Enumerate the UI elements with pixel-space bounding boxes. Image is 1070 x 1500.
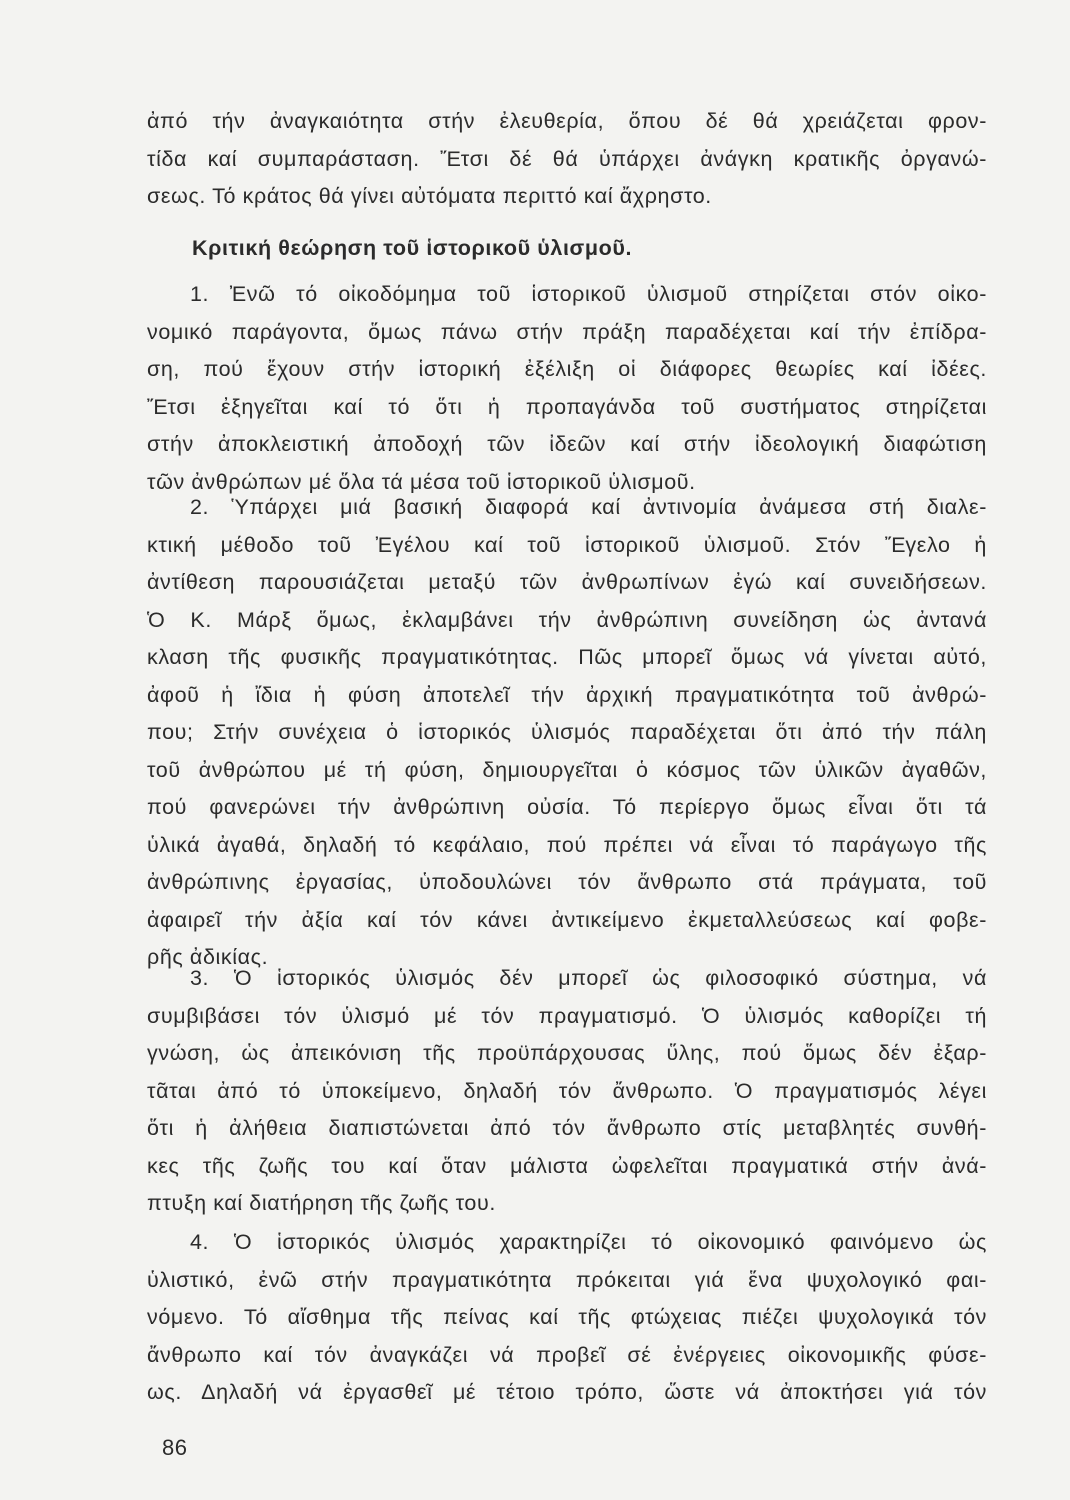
text-line: ἀφαιρεῖ τήν ἀξία καί τόν κάνει ἀντικείμενο ἐκμεταλλεύσεως καί φοβε- [147, 907, 987, 932]
text-line: Ἔτσι ἐξηγεῖται καί τό ὅτι ἡ προπαγάνδα τοῦ συστήματος στηρίζεται [147, 394, 987, 419]
text-line: στήν ἀποκλειστική ἀποδοχή τῶν ἰδεῶν καί στήν ἰδεολογική διαφώτιση [147, 432, 987, 456]
text-line: σεως. Τό κράτος θά γίνει αὐτόματα περιττό καί ἄχρηστο. [147, 184, 712, 208]
text-line: τίδα καί συμπαράσταση. Ἔτσι δέ θά ὑπάρχει ἀνάγκη κρατικῆς ὀργανώ- [147, 146, 987, 171]
text-line: ἀντίθεση παρουσιάζεται μεταξύ τῶν ἀνθρωπίνων ἐγώ καί συνειδήσεων. [147, 570, 987, 594]
text-line: κες τῆς ζωῆς του καί ὅταν μάλιστα ὠφελεῖται πραγματικά στήν ἀνά- [147, 1153, 987, 1178]
text-line: ἀνθρώπινης ἐργασίας, ὑποδουλώνει τόν ἄνθρωπο στά πράγματα, τοῦ [147, 870, 987, 894]
text-line: τᾶται ἀπό τό ὑποκείμενο, δηλαδή τόν ἄνθρωπο. Ὁ πραγματισμός λέγει [147, 1078, 987, 1103]
page-number: 86 [162, 1435, 188, 1460]
text-line: πού φανερώνει τήν ἀνθρώπινη οὐσία. Τό περίεργο ὅμως εἶναι ὅτι τά [147, 795, 987, 819]
text-line: τῶν ἀνθρώπων μέ ὅλα τά μέσα τοῦ ἱστορικοῦ ὑλισμοῦ. [147, 469, 696, 494]
paragraph-1 [147, 276, 987, 501]
text-line: 2. Ὑπάρχει μιά βασική διαφορά καί ἀντινομία ἀνάμεσα στή διαλε- [190, 495, 987, 519]
text-line: τοῦ ἀνθρώπου μέ τή φύση, δημιουργεῖται ὁ κόσμος τῶν ὑλικῶν ἀγαθῶν, [147, 757, 987, 782]
text-line: ρῆς ἀδικίας. [147, 945, 269, 969]
intro-paragraph [147, 103, 987, 216]
text-line: που; Στήν συνέχεια ὁ ἱστορικός ὑλισμός παραδέχεται ὅτι ἀπό τήν πάλη [147, 720, 987, 744]
text-line: ση, πού ἔχουν στήν ἱστορική ἐξέλιξη οἱ διάφορες θεωρίες καί ἰδέες. [147, 357, 987, 381]
text-line: ἀπό τήν ἀναγκαιότητα στήν ἐλευθερία, ὅπου δέ θά χρειάζεται φρον- [147, 109, 987, 133]
section-heading: Κριτική θεώρηση τοῦ ἱστορικοῦ ὑλισμοῦ. [192, 236, 633, 260]
paragraph-2 [147, 489, 987, 977]
text-line: Ὁ Κ. Μάρξ ὅμως, ἐκλαμβάνει τήν ἀνθρώπινη συνείδηση ὡς ἀντανά [147, 607, 987, 632]
text-line: συμβιβάσει τόν ὑλισμό μέ τόν πραγματισμό. Ὁ ὑλισμός καθορίζει τή [147, 1003, 987, 1028]
text-line: 1. Ἐνῶ τό οἰκοδόμημα τοῦ ἱστορικοῦ ὑλισμοῦ στηρίζεται στόν οἰκο- [190, 282, 987, 306]
text-line: ὅτι ἡ ἀλήθεια διαπιστώνεται ἀπό τόν ἄνθρωπο στίς μεταβλητές συνθή- [147, 1116, 987, 1140]
text-line: ως. Δηλαδή νά ἐργασθεῖ μέ τέτοιο τρόπο, ὥστε νά ἀποκτήσει γιά τόν [147, 1380, 987, 1404]
text-line: ἄνθρωπο καί τόν ἀναγκάζει νά προβεῖ σέ ἐνέργειες οἰκονομικῆς φύσε- [147, 1342, 987, 1367]
text-line: νομικό παράγοντα, ὅμως πάνω στήν πράξη παραδέχεται καί τήν ἐπίδρα- [147, 319, 987, 344]
paragraph-3 [147, 960, 987, 1223]
text-line: κτική μέθοδο τοῦ Ἐγέλου καί τοῦ ἱστορικοῦ ὑλισμοῦ. Στόν Ἔγελο ἡ [147, 532, 987, 557]
text-line: ἀφοῦ ἡ ἴδια ἡ φύση ἀποτελεῖ τήν ἀρχική πραγματικότητα τοῦ ἀνθρώ- [147, 682, 987, 707]
text-line: κλαση τῆς φυσικῆς πραγματικότητας. Πῶς μπορεῖ ὅμως νά γίνεται αὐτό, [147, 645, 987, 669]
text-line: νόμενο. Τό αἴσθημα τῆς πείνας καί τῆς φτώχειας πιέζει ψυχολογικά τόν [147, 1305, 987, 1329]
text-line: ὑλιστικό, ἐνῶ στήν πραγματικότητα πρόκειται γιά ἕνα ψυχολογικό φαι- [147, 1267, 987, 1292]
text-line: 4. Ὁ ἱστορικός ὑλισμός χαρακτηρίζει τό οἰκονομικό φαινόμενο ὡς [190, 1230, 987, 1254]
paragraph-4 [147, 1224, 987, 1412]
text-line: 3. Ὁ ἱστορικός ὑλισμός δέν μπορεῖ ὡς φιλοσοφικό σύστημα, νά [190, 966, 987, 990]
text-line: πτυξη καί διατήρηση τῆς ζωῆς του. [147, 1191, 496, 1215]
text-line: ὑλικά ἀγαθά, δηλαδή τό κεφάλαιο, πού πρέπει νά εἶναι τό παράγωγο τῆς [147, 832, 987, 857]
text-line: γνώση, ὡς ἀπεικόνιση τῆς προϋπάρχουσας ὕλης, πού ὅμως δέν ἐξαρ- [147, 1041, 987, 1065]
